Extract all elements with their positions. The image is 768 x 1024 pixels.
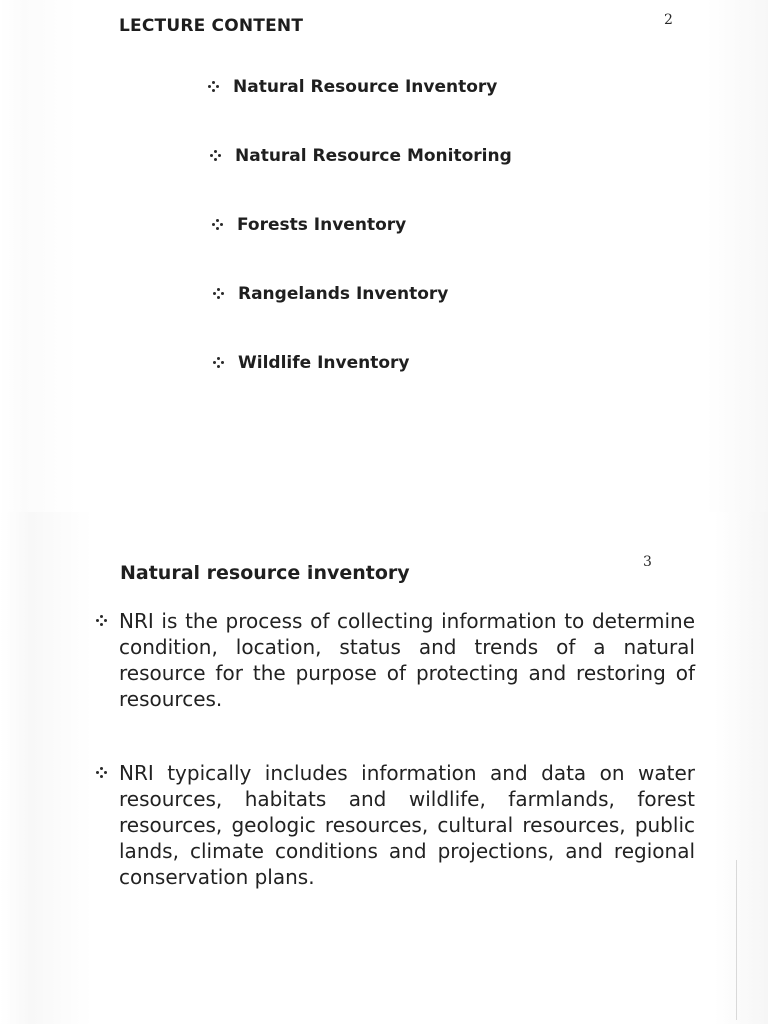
diamond-dots-bullet-icon [95,766,109,780]
page-number: 3 [643,554,652,570]
diamond-dots-bullet-icon [207,80,221,94]
diamond-dots-bullet-icon [95,614,109,628]
list-item [212,284,448,304]
list-item-label: Natural Resource Monitoring [235,146,512,166]
list-item [207,77,497,97]
list-item-label: Wildlife Inventory [238,353,410,373]
diamond-dots-bullet-icon [212,287,226,301]
list-item-label: Forests Inventory [237,215,407,235]
bullet-paragraph [95,608,695,712]
diamond-dots-bullet-icon [212,356,226,370]
page-edge-divider [736,860,737,1020]
list-item [209,146,512,166]
diamond-dots-bullet-icon [209,149,223,163]
paragraph-text: NRI typically includes information and data on water resources, habitats and wildlife, farmlands, forest resources, geologic resources, cultural resources, public lands, climate conditions and projections, and regional conservation plans. [119,761,695,889]
list-item [212,353,410,373]
paragraph-text: NRI is the process of collecting information to determine condition, location, status and trends of a natural resource for the purpose of protecting and restoring of resources. [119,609,695,711]
bullet-paragraph [95,760,695,890]
slide-title: Natural resource inventory [120,562,410,584]
list-item [211,215,406,235]
list-item-label: Natural Resource Inventory [233,77,498,97]
diamond-dots-bullet-icon [211,218,225,232]
list-item-label: Rangelands Inventory [238,284,449,304]
slide-natural-resource-inventory [0,512,768,1024]
page-number: 2 [664,12,673,28]
slide-title: LECTURE CONTENT [119,16,304,36]
